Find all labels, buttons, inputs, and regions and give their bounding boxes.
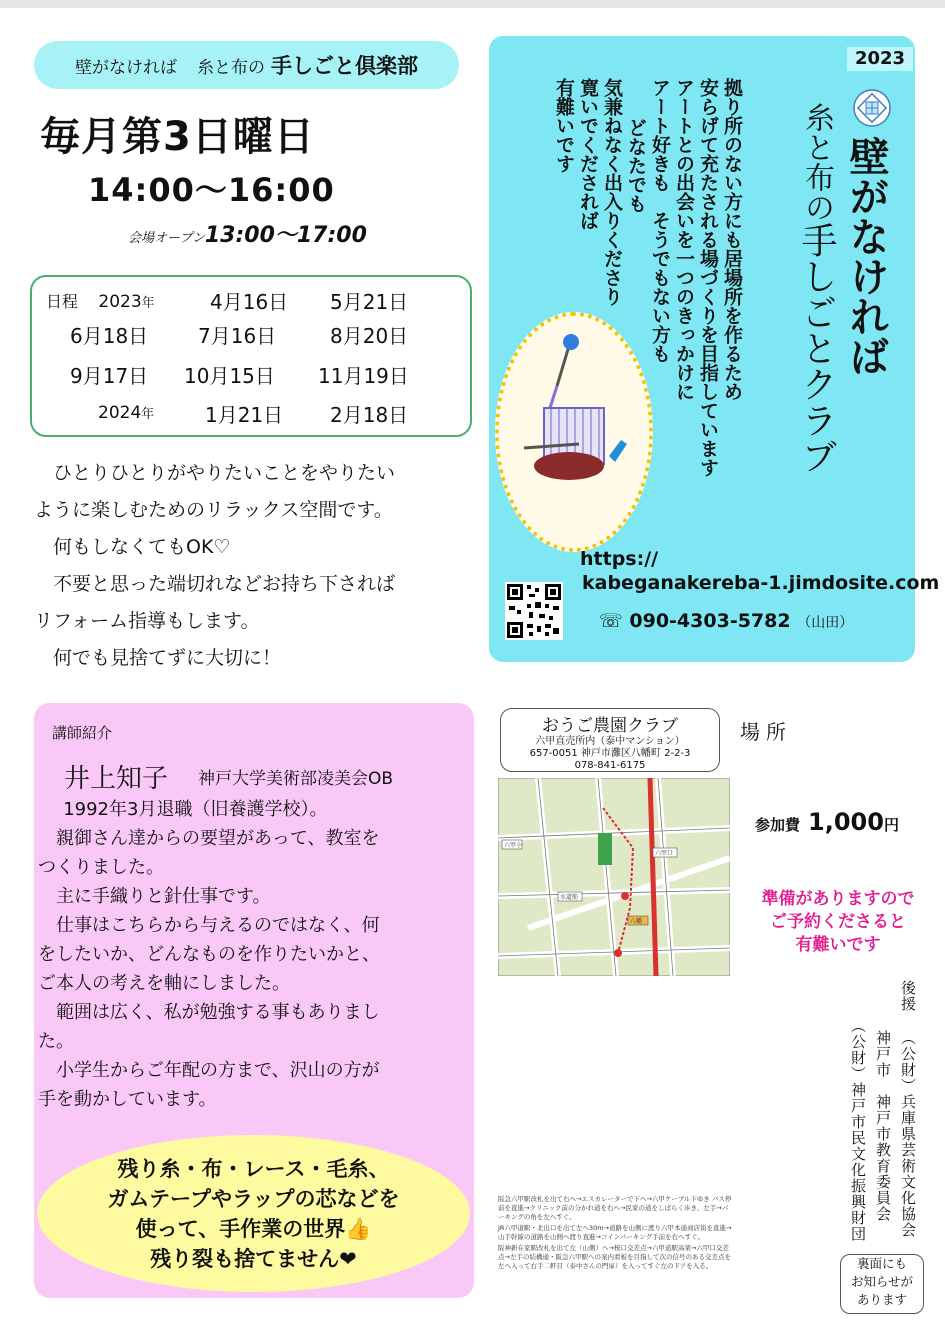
map-label: 水道筋 bbox=[560, 894, 579, 901]
bio-line: 範囲は広く、私が勉強する事もありまし bbox=[56, 1002, 380, 1023]
message-line: 拠り所のない方にも居場所を作るため bbox=[721, 78, 743, 401]
message-line: 安らげて充たされる場づくりを目指しています bbox=[697, 78, 719, 477]
reservation-line: 準備がありますので bbox=[761, 889, 915, 909]
website-url-line2: kabeganakereba-1.jimdosite.com bbox=[582, 572, 940, 594]
access-map bbox=[498, 778, 730, 976]
message-line: アート好きも そうでもない方も bbox=[649, 78, 671, 363]
materials-line: ガムテープやラップの芯などを bbox=[107, 1186, 400, 1211]
bio-line: 主に手織りと針仕事です。 bbox=[56, 886, 271, 907]
intro-line: ひとりひとりがやりたいことをやりたい bbox=[53, 462, 396, 484]
access-note: JR六甲道駅・北出口を出て左へ30m→道路を山側に渡り六甲本通商店街を直進→山手幹線の道路を山側へ渡り直進→コインパーキング手前を右へすぐ。 bbox=[498, 1224, 732, 1241]
website-url-line1: https:// bbox=[580, 548, 659, 570]
bio-line: をしたいか、どんなものを作りたいかと、 bbox=[38, 944, 380, 965]
bio-line: 親御さん達からの要望があって、教室を bbox=[56, 828, 380, 849]
title-main-line1: 壁がなければ bbox=[843, 136, 889, 376]
schedule-date: 7月16日 bbox=[198, 324, 277, 348]
schedule-year-2023: 2023 bbox=[98, 292, 142, 312]
fee-unit: 円 bbox=[883, 816, 899, 834]
teacher-affiliation: 神戸大学美術部凌美会OB bbox=[198, 769, 394, 789]
map-label: 六甲口 bbox=[655, 850, 674, 857]
bio-line: 手を動かしています。 bbox=[38, 1089, 217, 1110]
notice-line: 裏面にも bbox=[856, 1256, 907, 1271]
bio-line: 仕事はこちらから与えるのではなく、何 bbox=[56, 915, 380, 936]
venue-open-value: 13:00〜17:00 bbox=[204, 223, 367, 248]
club-name-part3: 手しごと倶楽部 bbox=[271, 54, 418, 78]
phone-contact bbox=[599, 610, 853, 632]
phone-icon: ☏ bbox=[599, 610, 623, 632]
reservation-line: 有難いです bbox=[795, 935, 881, 955]
intro-text bbox=[34, 455, 479, 677]
access-notes bbox=[498, 1195, 734, 1273]
notice-line: お知らせが bbox=[850, 1274, 914, 1289]
year-suffix: 年 bbox=[141, 407, 155, 422]
schedule-date: 10月15日 bbox=[184, 364, 275, 388]
access-note: 阪急六甲駅改札を出て右へ→エスカレーターで下へ→六甲ケーブル下ゆき バス停前を直進→クリニック前の分かれ道を右へ→民家の道をしばらく歩き、左手→パーキングの角を左へすぐ。 bbox=[498, 1195, 732, 1221]
bio-line: ご本人の考えを軸にしました。 bbox=[38, 973, 290, 994]
participation-fee bbox=[755, 808, 899, 836]
reservation-line: ご予約くださると bbox=[770, 912, 906, 932]
support-org: （公財）兵庫県芸術文化協会 bbox=[899, 1030, 917, 1238]
intro-line: ように楽しむためのリラックス空間です。 bbox=[34, 499, 393, 521]
place-label: 場所 bbox=[740, 720, 792, 744]
teacher-section-label: 講師紹介 bbox=[52, 724, 113, 742]
intro-line: 何もしなくてもOK♡ bbox=[53, 536, 231, 558]
notice-line: あります bbox=[856, 1292, 907, 1307]
bio-line: つくりました。 bbox=[38, 857, 164, 878]
materials-line: 使って、手作業の世界👍 bbox=[135, 1216, 372, 1241]
weaving-loom-image bbox=[499, 316, 649, 548]
title-main-line2: 手しごとクラブ bbox=[796, 222, 837, 474]
teacher-name: 井上知子 bbox=[64, 764, 169, 794]
schedule-row-1 bbox=[46, 288, 155, 312]
qr-code[interactable] bbox=[505, 582, 563, 640]
fee-amount: 1,000 bbox=[808, 808, 884, 836]
teacher-bio bbox=[38, 795, 470, 1114]
venue-sub: 六甲直売所内（泰中マンション） bbox=[535, 736, 685, 747]
venue-address: 657-0051 神戸市灘区八幡町 2-2-3 bbox=[529, 748, 691, 759]
support-org: （公財）神戸市民文化振興財団 bbox=[849, 1018, 867, 1242]
intro-line: 何でも見捨てずに大切に！ bbox=[53, 647, 282, 669]
schedule-year-2024: 2024 bbox=[98, 403, 142, 423]
title-sub bbox=[791, 102, 842, 474]
fee-label: 参加費 bbox=[755, 816, 801, 834]
schedule-date: 1月21日 bbox=[205, 403, 284, 427]
club-name-part2: 糸と布の bbox=[197, 57, 265, 78]
map-label: 六甲小 bbox=[504, 842, 523, 849]
materials-callout bbox=[37, 1135, 470, 1292]
schedule-date: 6月18日 bbox=[70, 324, 149, 348]
venue-open-time bbox=[128, 218, 367, 249]
schedule-date: 8月20日 bbox=[330, 324, 409, 348]
club-name-part1: 壁がなければ bbox=[75, 57, 177, 78]
access-note: 阪神新在家駅改札を出て左（山側）へ→桜口交差点→六甲道駅高架→六甲口交差点→左手の結構通・阪急六甲駅への案内看板を目指して次の信号のある交差点を左へ入って右手二軒目（泰中さんの門扉）を入ってすぐ左のドアを入る。 bbox=[498, 1244, 731, 1270]
schedule-date: 4月16日 bbox=[210, 290, 289, 314]
message-line: 気兼ねなく出入りくださり bbox=[601, 78, 623, 306]
schedule-label: 日程 bbox=[46, 292, 79, 311]
venue-name: おうご農園クラブ bbox=[542, 716, 678, 736]
schedule-date: 2月18日 bbox=[330, 403, 409, 427]
intro-line: リフォーム指導もします。 bbox=[34, 610, 260, 632]
message-line: アートとの出会いを一つのきっかけに bbox=[673, 78, 695, 401]
title-sub-text: 糸と布の bbox=[799, 102, 834, 222]
bio-line: た。 bbox=[38, 1031, 74, 1052]
schedule-row-2024 bbox=[98, 399, 154, 423]
venue-info-box bbox=[500, 708, 720, 772]
intro-line: 不要と思った端切れなどお持ち下されば bbox=[53, 573, 396, 595]
bio-line: 小学生からご年配の方まで、沢山の方が bbox=[56, 1060, 380, 1081]
club-name-banner bbox=[34, 41, 459, 89]
club-logo-icon bbox=[852, 88, 892, 128]
year-badge: 2023 bbox=[847, 47, 913, 71]
message-line: 有難いです bbox=[553, 78, 575, 173]
website-link[interactable] bbox=[580, 548, 940, 594]
top-bar bbox=[0, 0, 945, 8]
materials-line: 残り糸・布・レース・毛糸、 bbox=[117, 1156, 390, 1181]
schedule-date: 9月17日 bbox=[70, 364, 149, 388]
map-label: 八幡 bbox=[630, 918, 643, 925]
phone-number: 090-4303-5782 bbox=[629, 610, 791, 632]
schedule-date: 5月21日 bbox=[330, 290, 409, 314]
message-line: どなたでも bbox=[625, 118, 647, 213]
session-time: 14:00〜16:00 bbox=[88, 171, 335, 209]
bio-line: 1992年3月退職（旧養護学校）。 bbox=[63, 799, 328, 820]
monthly-schedule-title: 毎月第3日曜日 bbox=[40, 114, 315, 160]
year-suffix: 年 bbox=[141, 296, 155, 311]
phone-contact-name: （山田） bbox=[797, 615, 854, 631]
schedule-date: 11月19日 bbox=[318, 364, 409, 388]
support-org: 神戸市 神戸市教育委員会 bbox=[874, 1030, 892, 1222]
support-label: 後援 bbox=[899, 980, 917, 1012]
reservation-note bbox=[738, 888, 938, 957]
back-side-notice bbox=[840, 1254, 924, 1314]
weaving-photo-frame bbox=[495, 312, 653, 552]
message-line: 寛いでくだされば bbox=[577, 78, 599, 230]
materials-line: 残り裂も捨てません❤ bbox=[150, 1246, 357, 1271]
venue-tel: 078-841-6175 bbox=[574, 760, 646, 771]
venue-open-label: 会場オープン bbox=[128, 231, 205, 246]
